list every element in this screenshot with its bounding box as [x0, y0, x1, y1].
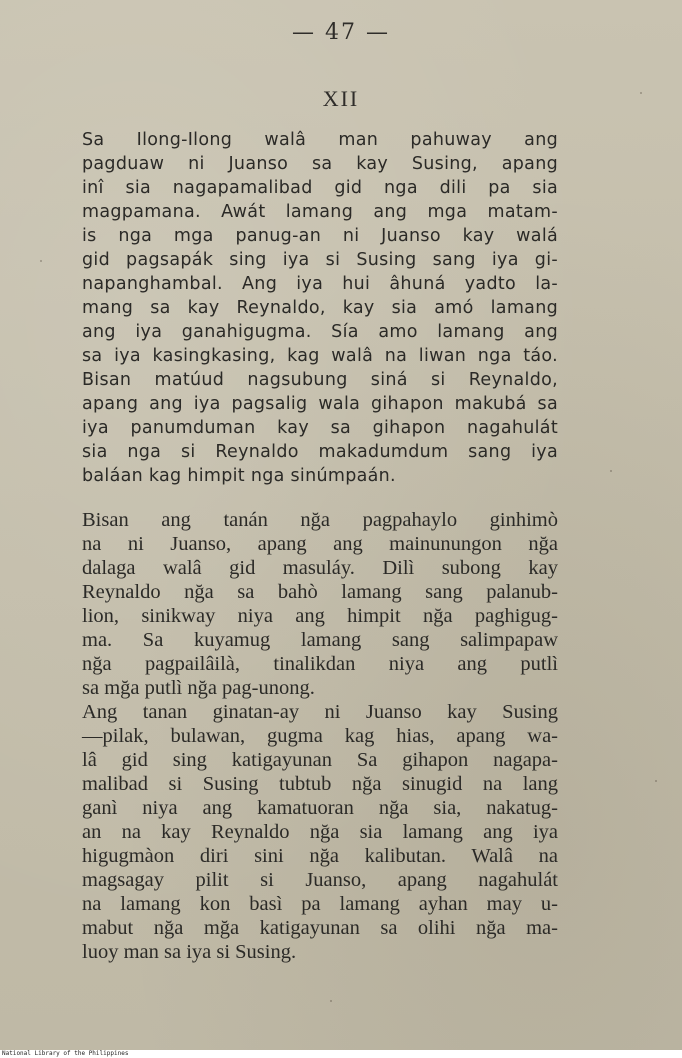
text-line: malibad si Susing tubtub nğa sinugid na lang: [82, 773, 558, 795]
text-line: apang ang iya pagsalig wala gihapon makubá sa: [82, 394, 558, 414]
paper-speck: [610, 470, 612, 472]
text-line: ang iya ganahigugma. Sía amo lamang ang: [82, 322, 558, 342]
text-line: Reynaldo nğa sa bahò lamang sang palanub-: [82, 581, 558, 603]
text-line: gid pagsapák sing iya si Susing sang iya gi-: [82, 250, 558, 270]
text-line: magpamana. Awát lamang ang mga matam-: [82, 202, 558, 222]
paper-speck: [640, 92, 642, 94]
text-line: dalaga walâ gid masuláy. Dilì subong kay: [82, 557, 558, 579]
text-line: iya panumduman kay sa gihapon nagahulát: [82, 418, 558, 438]
text-line: sa iya kasingkasing, kag walâ na liwan nga táo.: [82, 346, 558, 366]
text-line: ganì niya ang kamatuoran nğa sia, nakatug-: [82, 797, 558, 819]
text-line: an na kay Reynaldo nğa sia lamang ang iya: [82, 821, 558, 843]
text-line: mabut nğa mğa katigayunan sa olihi nğa ma-: [82, 917, 558, 939]
text-line: sia nga si Reynaldo makadumdum sang iya: [82, 442, 558, 462]
text-line: lion, sinikway niya ang himpit nğa paghigug-: [82, 605, 558, 627]
page-number: — 47 —: [292, 20, 390, 45]
text-line: napanghambal. Ang iya hui âhuná yadto la-: [82, 274, 558, 294]
text-line: na lamang kon basì pa lamang ayhan may u-: [82, 893, 558, 915]
text-line: sa mğa putlì nğa pag-unong.: [82, 677, 315, 699]
text-line: na ni Juanso, apang ang mainunungon nğa: [82, 533, 558, 555]
paper-speck: [40, 260, 42, 262]
text-line: luoy man sa iya si Susing.: [82, 941, 297, 963]
text-line: mang sa kay Reynaldo, kay sia amó lamang: [82, 298, 558, 318]
chapter-title: XII: [322, 86, 360, 111]
text-line: nğa pagpailâilà, tinalikdan niya ang putlì: [82, 653, 558, 675]
text-line: is nga mga panug-an ni Juanso kay walá: [82, 226, 558, 246]
text-line: baláan kag himpit nga sinúmpaán.: [82, 466, 396, 486]
text-line: —pilak, bulawan, gugma kag hias, apang wa-: [82, 725, 558, 747]
footer-credit: National Library of the Philippines: [2, 1050, 129, 1057]
text-line: magsagay pilit si Juanso, apang nagahulát: [82, 869, 558, 891]
paper-speck: [655, 780, 657, 782]
text-line: higugmàon diri sini nğa kalibutan. Walâ na: [82, 845, 558, 867]
text-line: inî sia nagapamalibad gid nga dili pa sia: [82, 178, 558, 198]
text-line: pagduaw ni Juanso sa kay Susing, apang: [82, 154, 558, 174]
text-line: ma. Sa kuyamug lamang sang salimpapaw: [82, 629, 558, 651]
text-line: lâ gid sing katigayunan Sa gihapon nagapa-: [82, 749, 558, 771]
paper-speck: [330, 1000, 332, 1002]
text-line: Bisan ang tanán nğa pagpahaylo ginhimò: [82, 509, 558, 531]
text-line: Ang tanan ginatan-ay ni Juanso kay Susing: [82, 701, 558, 723]
text-line: Sa Ilong-Ilong walâ man pahuway ang: [82, 130, 558, 150]
text-line: Bisan matúud nagsubung siná si Reynaldo,: [82, 370, 558, 390]
